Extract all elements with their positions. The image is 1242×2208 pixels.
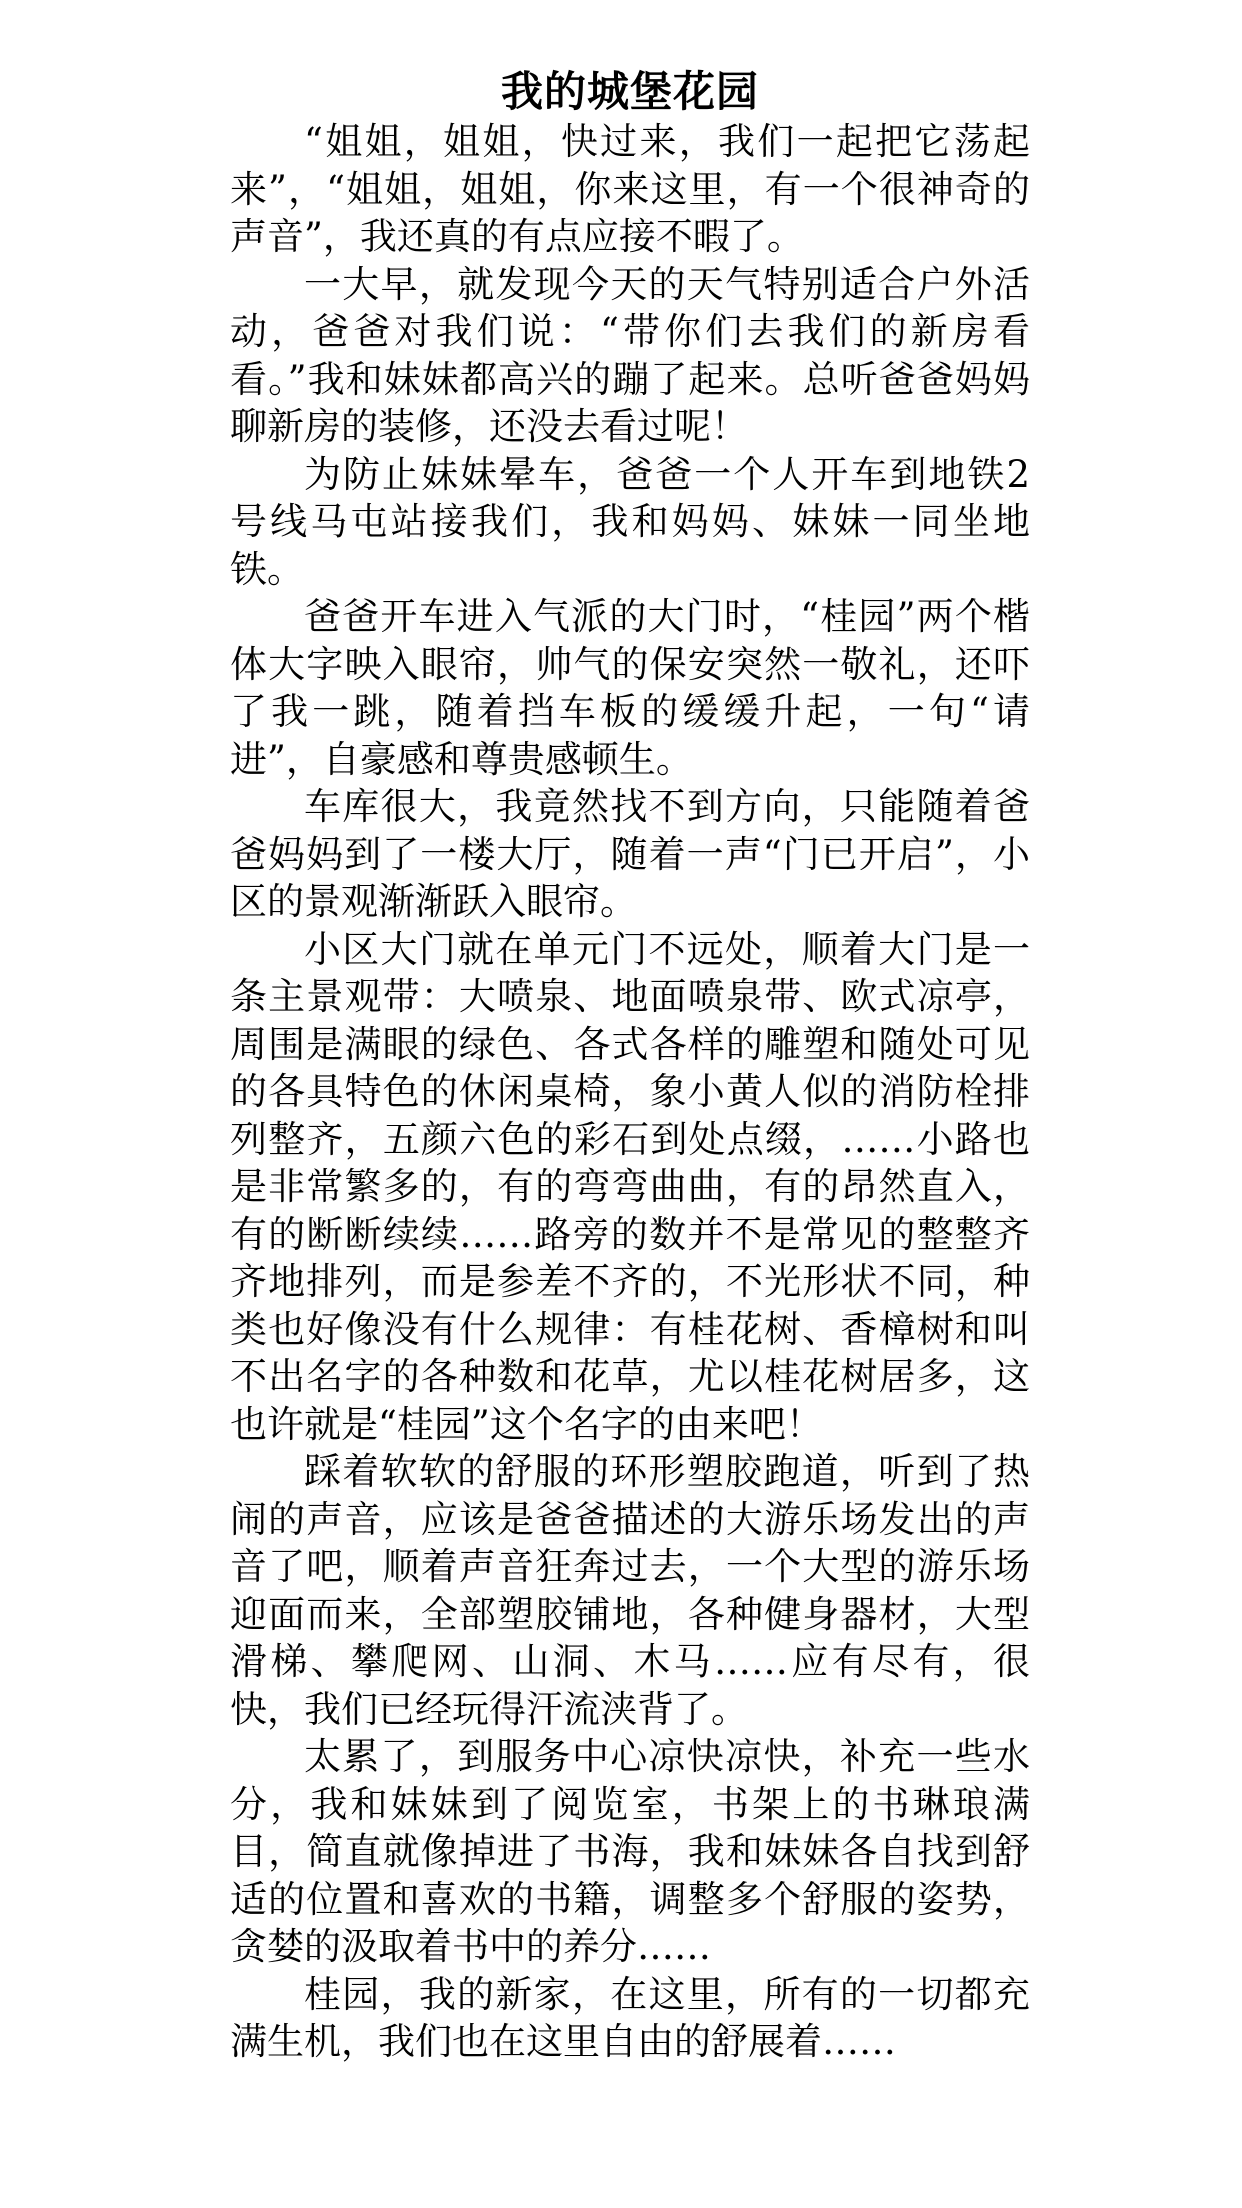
essay-paragraph-8: 太累了，到服务中心凉快凉快，补充一些水分，我和妹妹到了阅览室，书架上的书琳琅满目，简直就像掉进了书海，我和妹妹各自找到舒适的位置和喜欢的书籍，调整多个舒服的姿势，贪婪的汲取着书中的养分……: [230, 1735, 1030, 1968]
essay-paragraph-4: 爸爸开车进入气派的大门时，“桂园”两个楷体大字映入眼帘，帅气的保安突然一敬礼，还吓了我一跳，随着挡车板的缓缓升起，一句“请进”，自豪感和尊贵感顿生。: [230, 595, 1030, 781]
essay-page: [230, 66, 1030, 2066]
essay-paragraph-3: 为防止妹妹晕车，爸爸一个人开车到地铁2号线马屯站接我们，我和妈妈、妹妹一同坐地铁。: [230, 452, 1030, 591]
essay-paragraph-1: “姐姐，姐姐，快过来，我们一起把它荡起来”，“姐姐，姐姐，你来这里，有一个很神奇的声音”，我还真的有点应接不暇了。: [230, 120, 1030, 258]
essay-title: 我的城堡花园: [500, 67, 759, 116]
essay-paragraph-6: 小区大门就在单元门不远处，顺着大门是一条主景观带：大喷泉、地面喷泉带、欧式凉亭，周围是满眼的绿色、各式各样的雕塑和随处可见的各具特色的休闲桌椅，象小黄人似的消防栓排列整齐，五颜六色的彩石到处点缀，……小路也是非常繁多的，有的弯弯曲曲，有的昂然直入，有的断断续续……路旁的数并不是常见的整整齐齐地排列，而是参差不齐的，不光形状不同，种类也好像没有什么规律：有桂花树、香樟树和叫不出名字的各种数和花草，尤以桂花树居多，这也许就是“桂园”这个名字的由来吧！: [230, 927, 1030, 1446]
essay-paragraph-5: 车库很大，我竟然找不到方向，只能随着爸爸妈妈到了一楼大厅，随着一声“门已开启”，小区的景观渐渐跃入眼帘。: [230, 785, 1030, 923]
essay-paragraph-9: 桂园，我的新家，在这里，所有的一切都充满生机，我们也在这里自由的舒展着……: [230, 1972, 1030, 2063]
essay-paragraph-2: 一大早，就发现今天的天气特别适合户外活动，爸爸对我们说：“带你们去我们的新房看看。”我和妹妹都高兴的蹦了起来。总听爸爸妈妈聊新房的装修，还没去看过呢！: [230, 262, 1030, 448]
essay-paragraph-7: 踩着软软的舒服的环形塑胶跑道，听到了热闹的声音，应该是爸爸描述的大游乐场发出的声音了吧，顺着声音狂奔过去，一个大型的游乐场迎面而来，全部塑胶铺地，各种健身器材，大型滑梯、攀爬网、山洞、木马……应有尽有，很快，我们已经玩得汗流浃背了。: [230, 1450, 1030, 1731]
